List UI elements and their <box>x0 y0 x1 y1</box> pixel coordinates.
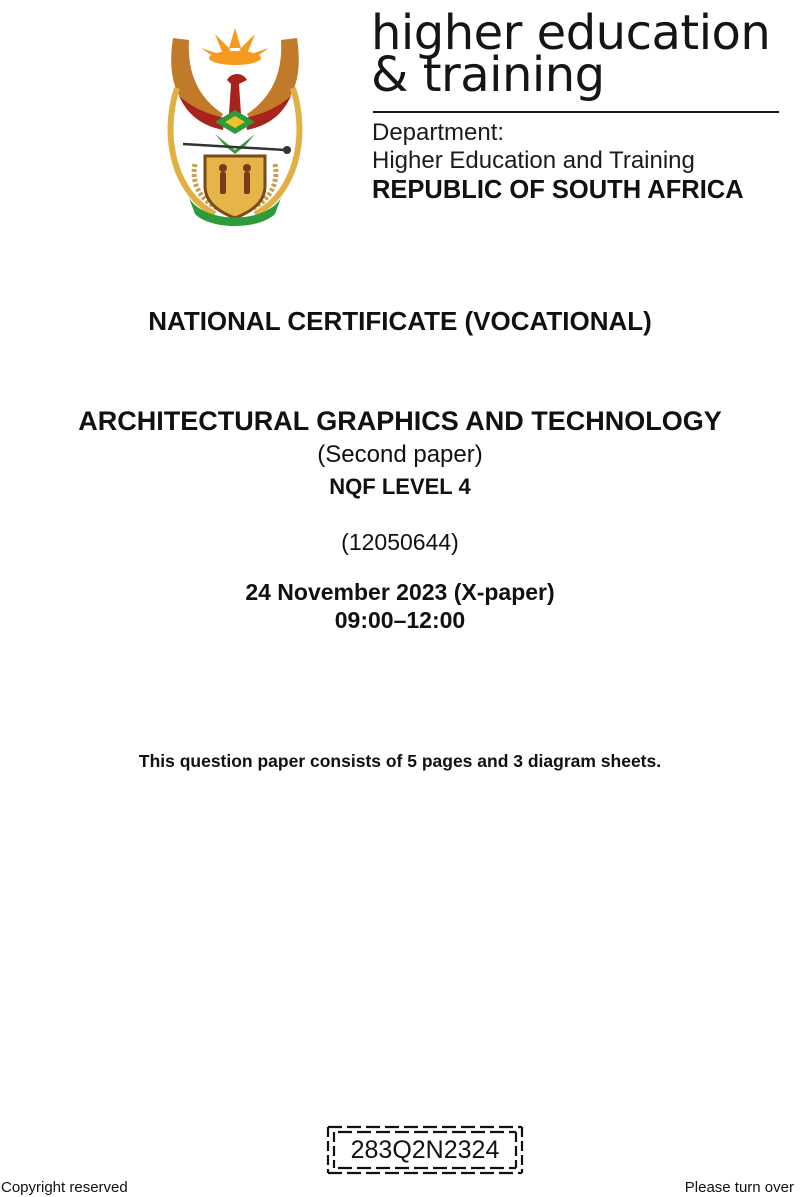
paper-code-box <box>326 1124 524 1176</box>
brand-wordmark-line2: & training <box>371 47 605 103</box>
coat-of-arms-icon <box>165 18 305 226</box>
brand-wordmark-line1: higher education <box>371 5 771 61</box>
department-name: Higher Education and Training <box>372 147 695 174</box>
certificate-title: NATIONAL CERTIFICATE (VOCATIONAL) <box>148 306 652 336</box>
exam-date: 24 November 2023 (X-paper) <box>245 579 555 605</box>
paper-code: 283Q2N2324 <box>350 1136 500 1164</box>
footer-copyright: Copyright reserved <box>1 1179 128 1196</box>
header-divider <box>373 111 779 113</box>
nqf-level: NQF LEVEL 4 <box>329 474 471 499</box>
subject-code: (12050644) <box>341 529 459 555</box>
paper-number: (Second paper) <box>317 441 483 468</box>
department-label: Department: <box>372 119 505 146</box>
footer-turn-over: Please turn over <box>684 1179 794 1196</box>
country-name: REPUBLIC OF SOUTH AFRICA <box>372 176 744 204</box>
subject-title: ARCHITECTURAL GRAPHICS AND TECHNOLOGY <box>78 406 722 436</box>
pages-note: This question paper consists of 5 pages and 3 diagram sheets. <box>138 751 662 771</box>
exam-time: 09:00–12:00 <box>334 607 466 633</box>
